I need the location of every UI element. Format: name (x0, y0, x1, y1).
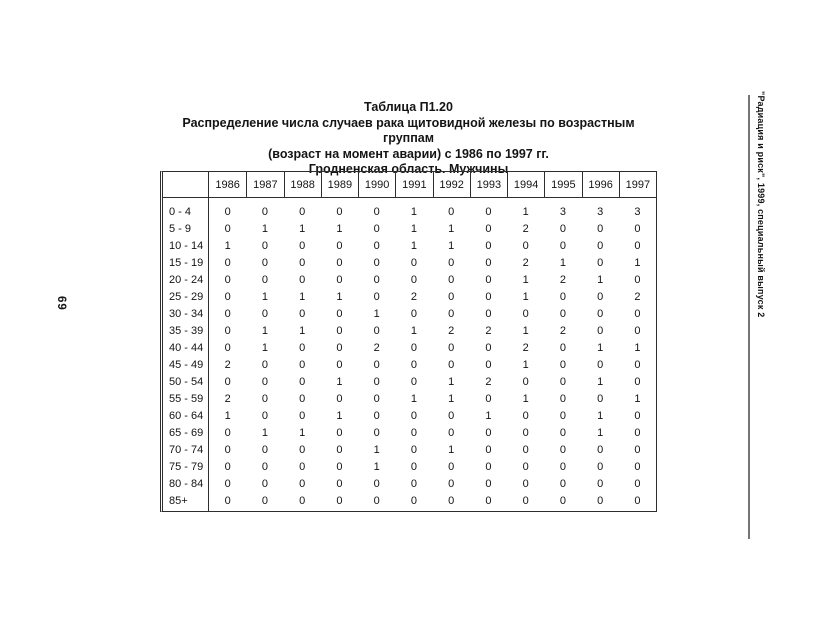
case-count-cell: 0 (597, 358, 604, 371)
case-count-cell: 0 (559, 409, 566, 422)
case-count-cell: 0 (373, 409, 380, 422)
case-count-cell: 0 (410, 273, 417, 286)
table-row (163, 356, 656, 373)
case-count-cell: 0 (373, 290, 380, 303)
case-count-cell: 0 (597, 392, 604, 405)
case-count-cell: 0 (299, 341, 306, 354)
case-count-cell: 0 (299, 477, 306, 490)
case-count-cell: 0 (634, 375, 641, 388)
case-count-cell: 0 (485, 392, 492, 405)
case-count-cell: 0 (336, 307, 343, 320)
case-count-cell: 0 (224, 324, 231, 337)
case-count-cell: 1 (448, 443, 455, 456)
case-count-cell: 3 (559, 205, 566, 218)
year-header: 1995 (544, 172, 581, 198)
case-count-cell: 0 (485, 341, 492, 354)
year-header: 1987 (246, 172, 283, 198)
age-group-label: 50 - 54 (163, 373, 209, 390)
age-group-label: 5 - 9 (163, 220, 209, 237)
case-count-cell: 0 (261, 477, 268, 490)
case-count-cell: 0 (410, 256, 417, 269)
case-count-cell: 0 (634, 273, 641, 286)
case-count-cell: 0 (485, 307, 492, 320)
case-count-cell: 1 (634, 392, 641, 405)
case-count-cell: 3 (634, 205, 641, 218)
case-count-cell: 0 (299, 392, 306, 405)
case-count-cell: 0 (485, 273, 492, 286)
case-count-cell: 0 (485, 239, 492, 252)
case-count-cell: 2 (410, 290, 417, 303)
case-count-cell: 0 (261, 358, 268, 371)
case-count-cell: 1 (448, 375, 455, 388)
case-count-cell: 0 (336, 494, 343, 507)
case-count-cell: 0 (559, 375, 566, 388)
year-header: 1994 (507, 172, 544, 198)
case-count-cell: 2 (448, 324, 455, 337)
case-count-cell: 1 (336, 409, 343, 422)
case-count-cell: 0 (224, 205, 231, 218)
case-count-cell: 0 (634, 324, 641, 337)
case-count-cell: 0 (224, 460, 231, 473)
case-count-cell: 0 (336, 392, 343, 405)
case-count-cell: 0 (336, 256, 343, 269)
case-count-cell: 1 (224, 409, 231, 422)
case-count-cell: 0 (410, 375, 417, 388)
table-row (163, 390, 656, 407)
case-count-cell: 0 (559, 392, 566, 405)
case-count-cell: 0 (336, 460, 343, 473)
case-count-cell: 0 (336, 443, 343, 456)
case-count-cell: 0 (261, 494, 268, 507)
case-count-cell: 0 (522, 426, 529, 439)
age-group-label: 70 - 74 (163, 441, 209, 458)
table-title-region: Гродненская область. Мужчины (308, 162, 509, 176)
case-count-cell: 0 (224, 494, 231, 507)
case-count-cell: 0 (485, 426, 492, 439)
table-header-row (163, 172, 656, 198)
case-count-cell: 0 (634, 494, 641, 507)
case-count-cell: 0 (448, 409, 455, 422)
case-count-cell: 1 (485, 409, 492, 422)
case-count-cell: 0 (597, 494, 604, 507)
case-count-cell: 0 (299, 494, 306, 507)
case-count-cell: 0 (634, 477, 641, 490)
case-count-cell: 0 (559, 460, 566, 473)
cases-by-age-table (160, 171, 657, 512)
table-row (163, 220, 656, 237)
age-group-label: 85+ (163, 492, 209, 511)
case-count-cell: 0 (373, 324, 380, 337)
case-count-cell: 0 (448, 205, 455, 218)
case-count-cell: 0 (224, 290, 231, 303)
case-count-cell: 0 (559, 341, 566, 354)
case-count-cell: 1 (299, 324, 306, 337)
year-header: 1992 (433, 172, 470, 198)
case-count-cell: 1 (373, 443, 380, 456)
year-header: 1989 (321, 172, 358, 198)
case-count-cell: 0 (597, 443, 604, 456)
age-group-label: 60 - 64 (163, 407, 209, 424)
case-count-cell: 0 (597, 324, 604, 337)
case-count-cell: 1 (522, 290, 529, 303)
case-count-cell: 0 (597, 477, 604, 490)
case-count-cell: 0 (373, 273, 380, 286)
data-table-container (160, 171, 657, 512)
case-count-cell: 0 (299, 307, 306, 320)
age-group-label: 10 - 14 (163, 237, 209, 254)
case-count-cell: 0 (448, 358, 455, 371)
case-count-cell: 0 (485, 494, 492, 507)
case-count-cell: 0 (634, 443, 641, 456)
age-group-label: 0 - 4 (163, 198, 209, 220)
case-count-cell: 0 (261, 392, 268, 405)
case-count-cell: 1 (634, 256, 641, 269)
case-count-cell: 0 (448, 494, 455, 507)
table-title-period: (возраст на момент аварии) с 1986 по 1997 гг. (268, 146, 549, 161)
case-count-cell: 1 (559, 256, 566, 269)
case-count-cell: 1 (261, 324, 268, 337)
case-count-cell: 0 (224, 443, 231, 456)
age-group-label: 15 - 19 (163, 254, 209, 271)
case-count-cell: 0 (522, 239, 529, 252)
case-count-cell: 0 (336, 205, 343, 218)
age-group-label: 45 - 49 (163, 356, 209, 373)
case-count-cell: 0 (559, 494, 566, 507)
case-count-cell: 0 (373, 256, 380, 269)
case-count-cell: 0 (373, 358, 380, 371)
case-count-cell: 0 (224, 307, 231, 320)
table-row (163, 373, 656, 390)
case-count-cell: 0 (559, 307, 566, 320)
case-count-cell: 0 (485, 460, 492, 473)
case-count-cell: 0 (559, 477, 566, 490)
case-count-cell: 0 (485, 443, 492, 456)
page-number: 69 (55, 296, 67, 311)
table-title-block (160, 100, 657, 178)
case-count-cell: 0 (261, 443, 268, 456)
case-count-cell: 0 (485, 477, 492, 490)
case-count-cell: 0 (373, 239, 380, 252)
case-count-cell: 0 (410, 409, 417, 422)
case-count-cell: 0 (485, 290, 492, 303)
case-count-cell: 0 (559, 426, 566, 439)
journal-citation: "Радиация и риск", 1999, специальный выпуск 2 (756, 91, 766, 318)
age-group-label: 75 - 79 (163, 458, 209, 475)
case-count-cell: 0 (597, 307, 604, 320)
age-group-label: 40 - 44 (163, 339, 209, 356)
case-count-cell: 0 (410, 426, 417, 439)
age-group-label: 20 - 24 (163, 271, 209, 288)
year-header: 1996 (582, 172, 619, 198)
case-count-cell: 0 (448, 290, 455, 303)
year-header: 1990 (358, 172, 395, 198)
case-count-cell: 2 (522, 341, 529, 354)
case-count-cell: 1 (261, 222, 268, 235)
case-count-cell: 0 (261, 273, 268, 286)
case-count-cell: 2 (559, 273, 566, 286)
case-count-cell: 0 (261, 375, 268, 388)
case-count-cell: 0 (410, 341, 417, 354)
year-header: 1997 (619, 172, 656, 198)
case-count-cell: 1 (597, 341, 604, 354)
case-count-cell: 1 (448, 392, 455, 405)
case-count-cell: 0 (634, 239, 641, 252)
year-header: 1991 (395, 172, 432, 198)
case-count-cell: 0 (336, 426, 343, 439)
case-count-cell: 0 (448, 426, 455, 439)
case-count-cell: 0 (597, 256, 604, 269)
case-count-cell: 0 (299, 460, 306, 473)
case-count-cell: 0 (597, 222, 604, 235)
case-count-cell: 1 (299, 222, 306, 235)
case-count-cell: 0 (261, 205, 268, 218)
age-group-label: 80 - 84 (163, 475, 209, 492)
case-count-cell: 1 (448, 239, 455, 252)
table-row (163, 492, 656, 511)
case-count-cell: 1 (522, 392, 529, 405)
case-count-cell: 1 (410, 324, 417, 337)
case-count-cell: 0 (261, 409, 268, 422)
case-count-cell: 0 (373, 392, 380, 405)
case-count-cell: 0 (559, 239, 566, 252)
case-count-cell: 0 (224, 375, 231, 388)
table-row (163, 458, 656, 475)
case-count-cell: 1 (522, 273, 529, 286)
case-count-cell: 0 (597, 239, 604, 252)
case-count-cell: 0 (224, 256, 231, 269)
case-count-cell: 0 (299, 239, 306, 252)
case-count-cell: 0 (410, 477, 417, 490)
case-count-cell: 1 (336, 222, 343, 235)
case-count-cell: 1 (597, 273, 604, 286)
table-row (163, 407, 656, 424)
case-count-cell: 1 (597, 426, 604, 439)
case-count-cell: 0 (522, 375, 529, 388)
case-count-cell: 0 (224, 341, 231, 354)
case-count-cell: 1 (261, 426, 268, 439)
case-count-cell: 1 (299, 426, 306, 439)
table-title-line: Распределение числа случаев рака щитовидной железы по возрастным группам (182, 115, 635, 145)
case-count-cell: 2 (522, 222, 529, 235)
case-count-cell: 0 (559, 222, 566, 235)
case-count-cell: 0 (559, 358, 566, 371)
case-count-cell: 0 (448, 307, 455, 320)
table-row (163, 288, 656, 305)
table-row (163, 237, 656, 254)
case-count-cell: 2 (224, 392, 231, 405)
case-count-cell: 0 (522, 307, 529, 320)
case-count-cell: 2 (485, 375, 492, 388)
case-count-cell: 0 (373, 426, 380, 439)
table-row (163, 424, 656, 441)
case-count-cell: 0 (410, 307, 417, 320)
case-count-cell: 0 (299, 358, 306, 371)
case-count-cell: 0 (299, 443, 306, 456)
case-count-cell: 0 (485, 205, 492, 218)
table-row (163, 322, 656, 339)
case-count-cell: 0 (448, 273, 455, 286)
case-count-cell: 0 (336, 477, 343, 490)
table-row (163, 254, 656, 271)
case-count-cell: 0 (448, 256, 455, 269)
case-count-cell: 1 (336, 290, 343, 303)
case-count-cell: 0 (448, 460, 455, 473)
year-header: 1988 (284, 172, 321, 198)
case-count-cell: 1 (373, 460, 380, 473)
age-group-label: 30 - 34 (163, 305, 209, 322)
case-count-cell: 2 (373, 341, 380, 354)
case-count-cell: 0 (336, 273, 343, 286)
case-count-cell: 0 (224, 477, 231, 490)
case-count-cell: 0 (299, 205, 306, 218)
case-count-cell: 0 (485, 256, 492, 269)
case-count-cell: 1 (373, 307, 380, 320)
case-count-cell: 0 (299, 375, 306, 388)
case-count-cell: 3 (597, 205, 604, 218)
case-count-cell: 0 (522, 460, 529, 473)
case-count-cell: 2 (485, 324, 492, 337)
table-row (163, 198, 656, 220)
case-count-cell: 1 (410, 222, 417, 235)
corner-header-cell (163, 172, 209, 198)
case-count-cell: 2 (634, 290, 641, 303)
case-count-cell: 2 (522, 256, 529, 269)
age-group-label: 35 - 39 (163, 322, 209, 339)
case-count-cell: 2 (224, 358, 231, 371)
case-count-cell: 0 (261, 460, 268, 473)
case-count-cell: 0 (261, 307, 268, 320)
case-count-cell: 0 (224, 426, 231, 439)
table-row (163, 441, 656, 458)
case-count-cell: 0 (597, 290, 604, 303)
case-count-cell: 0 (261, 239, 268, 252)
case-count-cell: 0 (634, 358, 641, 371)
case-count-cell: 0 (224, 222, 231, 235)
age-group-label: 65 - 69 (163, 424, 209, 441)
case-count-cell: 0 (634, 307, 641, 320)
case-count-cell: 0 (299, 256, 306, 269)
case-count-cell: 0 (485, 222, 492, 235)
case-count-cell: 0 (522, 409, 529, 422)
case-count-cell: 0 (336, 341, 343, 354)
case-count-cell: 1 (224, 239, 231, 252)
table-row (163, 305, 656, 322)
case-count-cell: 0 (336, 324, 343, 337)
case-count-cell: 0 (299, 273, 306, 286)
case-count-cell: 0 (634, 222, 641, 235)
case-count-cell: 0 (522, 477, 529, 490)
case-count-cell: 0 (373, 205, 380, 218)
case-count-cell: 0 (373, 494, 380, 507)
table-row (163, 475, 656, 492)
case-count-cell: 1 (410, 392, 417, 405)
case-count-cell: 0 (224, 273, 231, 286)
case-count-cell: 1 (299, 290, 306, 303)
case-count-cell: 0 (336, 358, 343, 371)
case-count-cell: 0 (373, 375, 380, 388)
case-count-cell: 0 (410, 443, 417, 456)
case-count-cell: 0 (634, 460, 641, 473)
case-count-cell: 0 (448, 477, 455, 490)
case-count-cell: 1 (634, 341, 641, 354)
case-count-cell: 1 (261, 290, 268, 303)
case-count-cell: 0 (261, 256, 268, 269)
case-count-cell: 0 (522, 443, 529, 456)
case-count-cell: 1 (336, 375, 343, 388)
table-number-title: Таблица П1.20 (364, 100, 453, 114)
case-count-cell: 0 (410, 494, 417, 507)
case-count-cell: 0 (597, 460, 604, 473)
year-header: 1986 (209, 172, 246, 198)
case-count-cell: 1 (448, 222, 455, 235)
case-count-cell: 0 (485, 358, 492, 371)
case-count-cell: 0 (448, 341, 455, 354)
case-count-cell: 1 (522, 358, 529, 371)
case-count-cell: 0 (373, 477, 380, 490)
case-count-cell: 0 (634, 409, 641, 422)
case-count-cell: 1 (597, 375, 604, 388)
margin-vertical-rule (748, 95, 750, 539)
case-count-cell: 0 (559, 443, 566, 456)
case-count-cell: 0 (410, 358, 417, 371)
age-group-label: 25 - 29 (163, 288, 209, 305)
case-count-cell: 1 (597, 409, 604, 422)
case-count-cell: 0 (299, 409, 306, 422)
case-count-cell: 1 (410, 205, 417, 218)
table-row (163, 339, 656, 356)
case-count-cell: 0 (373, 222, 380, 235)
case-count-cell: 2 (559, 324, 566, 337)
case-count-cell: 0 (410, 460, 417, 473)
case-count-cell: 1 (410, 239, 417, 252)
case-count-cell: 0 (522, 494, 529, 507)
case-count-cell: 0 (336, 239, 343, 252)
case-count-cell: 0 (634, 426, 641, 439)
table-row (163, 271, 656, 288)
year-header: 1993 (470, 172, 507, 198)
case-count-cell: 1 (261, 341, 268, 354)
case-count-cell: 1 (522, 324, 529, 337)
case-count-cell: 0 (559, 290, 566, 303)
case-count-cell: 1 (522, 205, 529, 218)
age-group-label: 55 - 59 (163, 390, 209, 407)
